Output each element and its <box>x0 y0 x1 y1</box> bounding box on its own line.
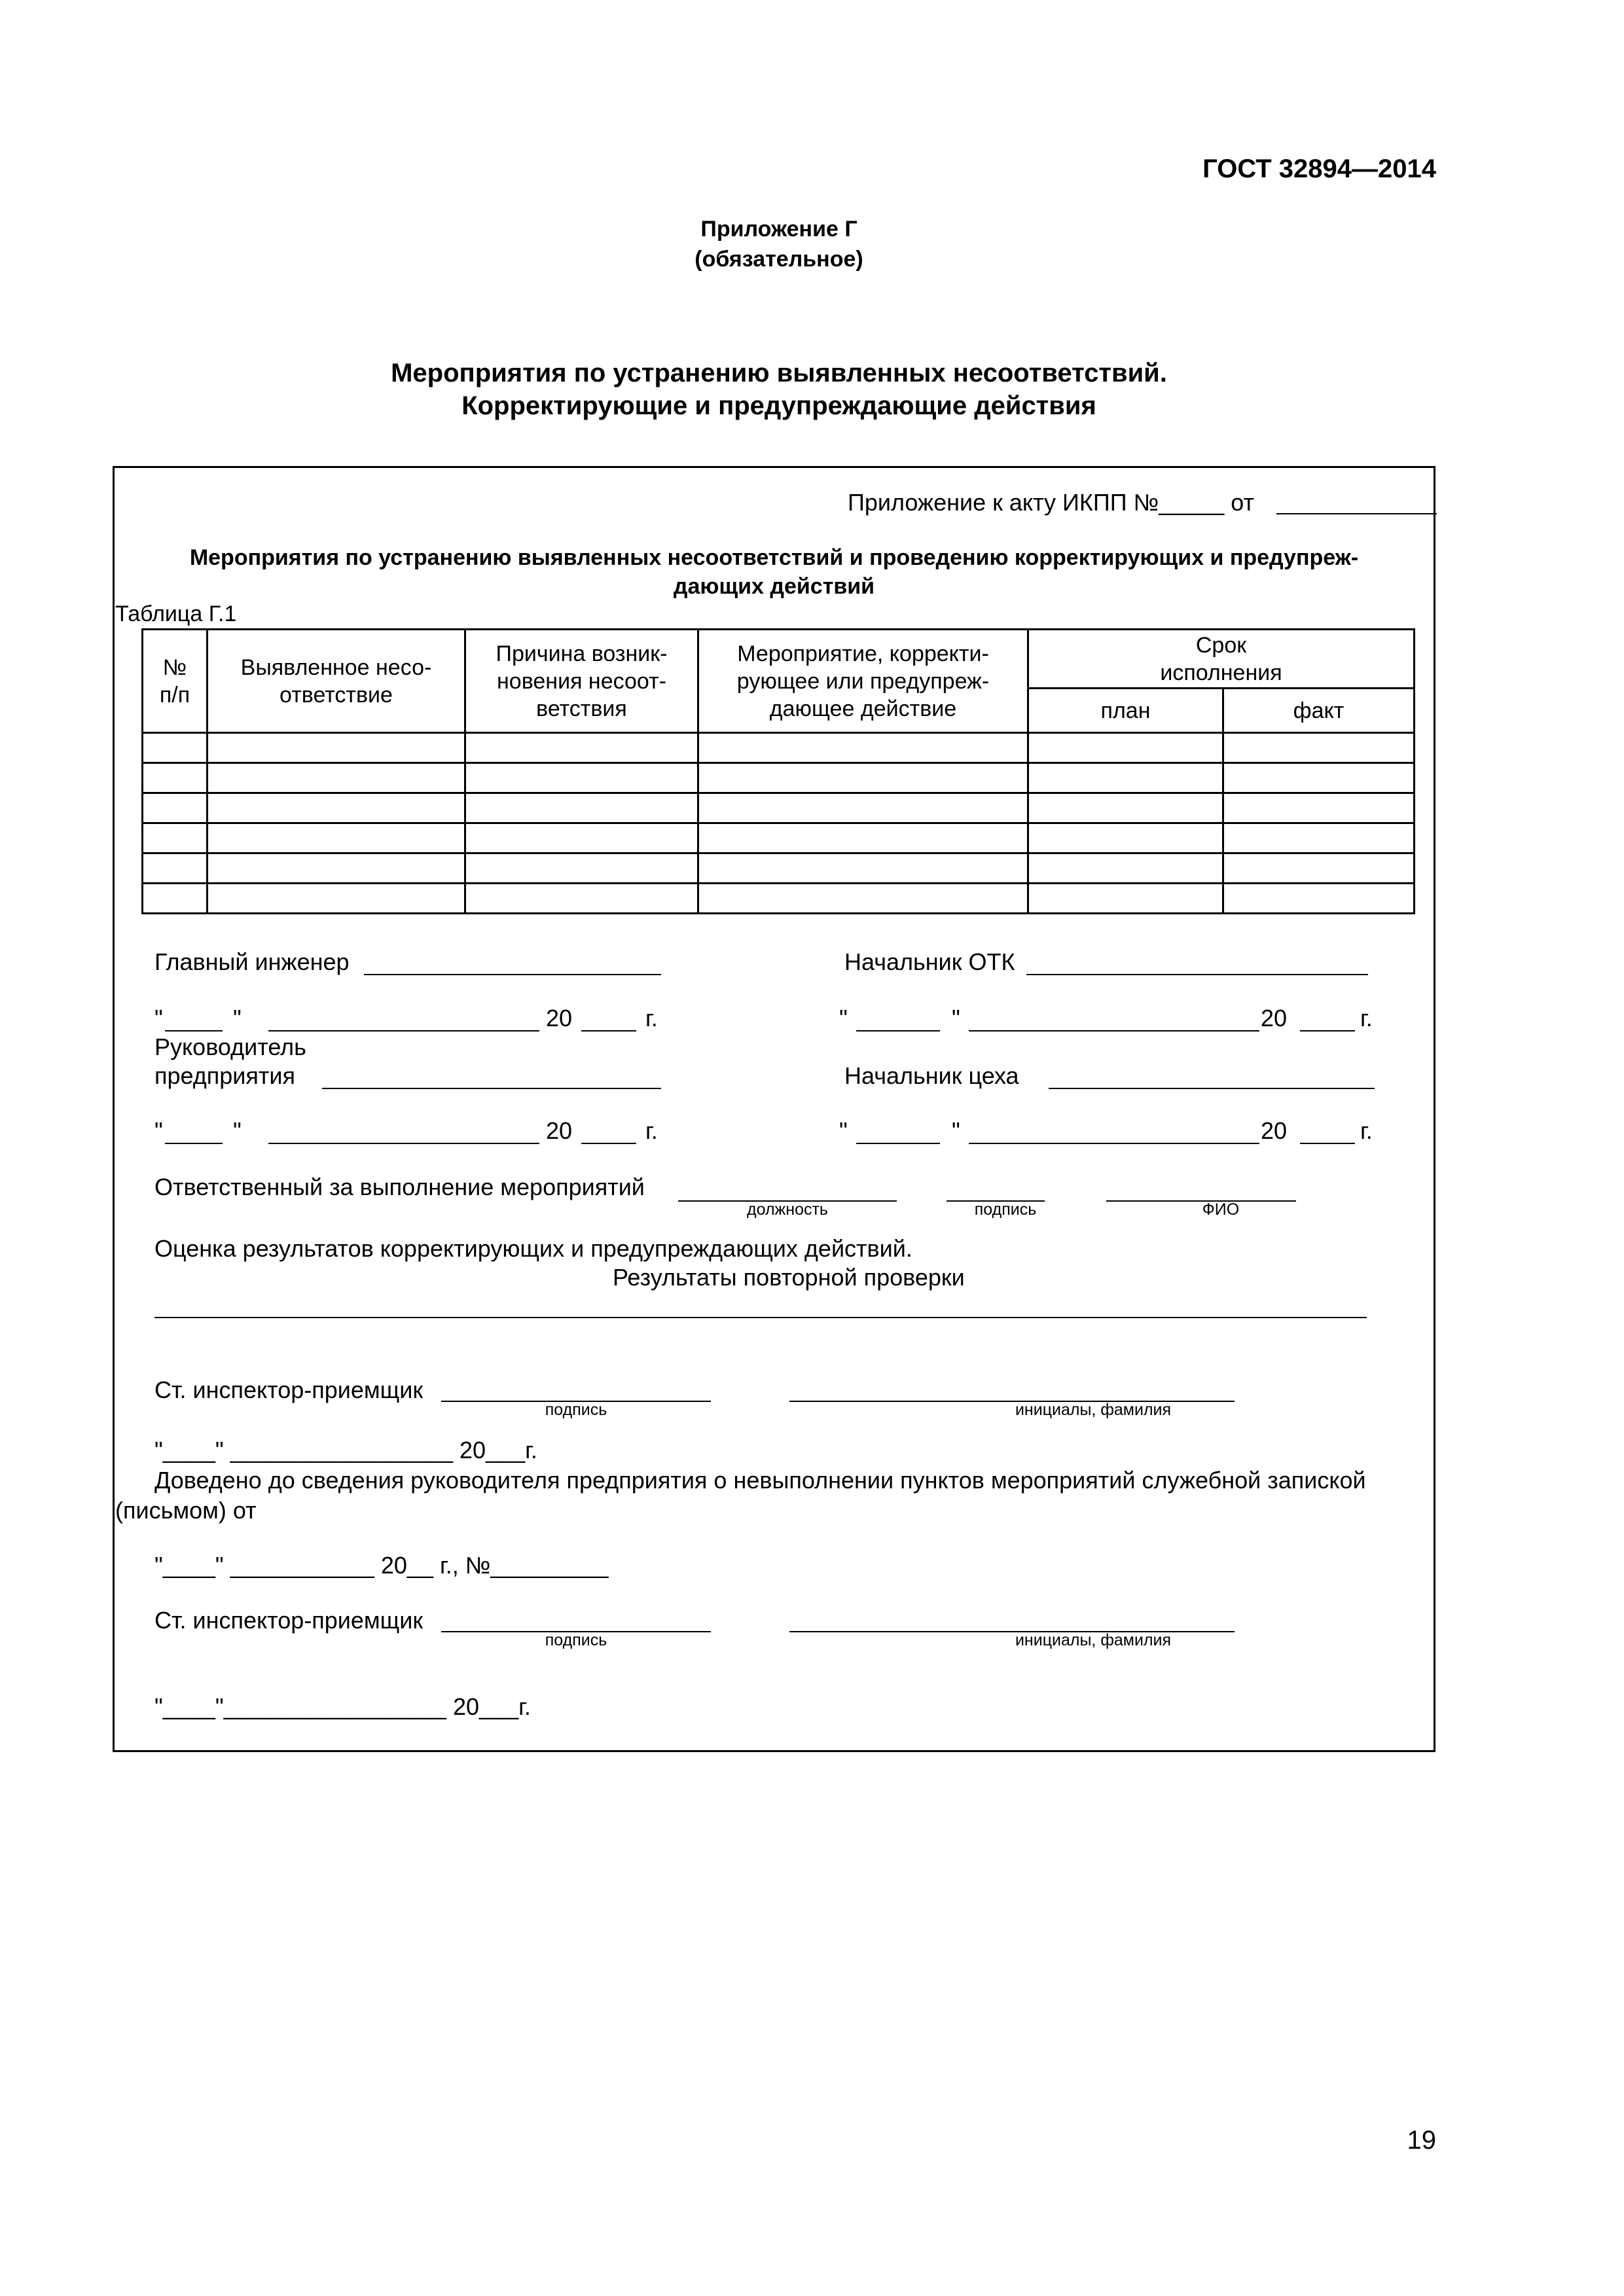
cell[interactable] <box>698 793 1028 823</box>
quote-open: " <box>154 1005 163 1031</box>
manager-label-line-2: предприятия <box>154 1062 295 1089</box>
cell[interactable] <box>143 823 208 853</box>
cell[interactable] <box>465 793 698 823</box>
quote-close: " <box>952 1005 960 1031</box>
notice-date[interactable]: "____" ___________ 20__ г., №_________ <box>154 1552 609 1579</box>
header-plan: план <box>1028 689 1223 733</box>
header-action: Мероприятие, корректи-рующее или предупреж-дающее действие <box>698 630 1028 733</box>
month-line[interactable] <box>268 1030 539 1031</box>
inspector-date[interactable]: "____" _________________ 20___г. <box>154 1437 537 1463</box>
heading-line-1: Мероприятия по устранению выявленных несоответствий. <box>391 359 1167 387</box>
day-line[interactable] <box>856 1030 940 1031</box>
notice-line-1: Доведено до сведения руководителя предприятия о невыполнении пунктов мероприятий служебной запиской <box>154 1467 1366 1494</box>
cell[interactable] <box>143 884 208 914</box>
table-row <box>143 884 1415 914</box>
cell[interactable] <box>143 853 208 884</box>
table-label: Таблица Г.1 <box>115 601 237 626</box>
heading-line-2: Корректирующие и предупреждающие действия <box>461 391 1096 420</box>
quote-open: " <box>154 1117 163 1144</box>
appendix-status: (обязательное) <box>695 247 863 272</box>
quote-close: " <box>233 1005 242 1031</box>
shop-head-signature-line[interactable] <box>1049 1088 1375 1089</box>
year-line[interactable] <box>581 1030 636 1031</box>
act-date-line[interactable] <box>1276 513 1437 514</box>
act-reference: Приложение к акту ИКПП №_____ от <box>848 489 1255 516</box>
otk-head-label: Начальник ОТК <box>844 948 1015 975</box>
cell[interactable] <box>1223 763 1415 793</box>
year-suffix: г. <box>645 1005 658 1031</box>
year-suffix: г. <box>1360 1005 1373 1031</box>
shop-head-label: Начальник цеха <box>844 1062 1019 1089</box>
cell[interactable] <box>208 763 465 793</box>
cell[interactable] <box>1028 853 1223 884</box>
table-row <box>143 853 1415 884</box>
recheck-results-line[interactable] <box>154 1317 1367 1318</box>
year-prefix: 20 <box>546 1117 573 1144</box>
chief-engineer-label: Главный инженер <box>154 948 350 975</box>
cell[interactable] <box>208 793 465 823</box>
cell[interactable] <box>1028 733 1223 763</box>
name-caption: ФИО <box>1202 1200 1240 1219</box>
cell[interactable] <box>465 763 698 793</box>
month-line[interactable] <box>969 1030 1259 1031</box>
cell[interactable] <box>698 763 1028 793</box>
recheck-text: Результаты повторной проверки <box>613 1264 965 1291</box>
document-code: ГОСТ 32894—2014 <box>1202 154 1436 183</box>
cell[interactable] <box>465 884 698 914</box>
cell[interactable] <box>465 733 698 763</box>
cell[interactable] <box>1223 884 1415 914</box>
inspector-name-caption: инициалы, фамилия <box>1015 1401 1172 1419</box>
cell[interactable] <box>698 884 1028 914</box>
cell[interactable] <box>1028 884 1223 914</box>
cell[interactable] <box>1223 733 1415 763</box>
inspector-signature-caption: подпись <box>545 1401 607 1419</box>
manager-label-line-1: Руководитель <box>154 1033 306 1060</box>
inspector-label: Ст. инспектор-приемщик <box>154 1376 424 1403</box>
header-cause: Причина возник-новения несоот-ветствия <box>465 630 698 733</box>
year-line[interactable] <box>1300 1143 1355 1144</box>
cell[interactable] <box>465 853 698 884</box>
form-title-line-2: дающих действий <box>673 574 875 599</box>
month-line[interactable] <box>268 1143 539 1144</box>
otk-head-signature-line[interactable] <box>1026 974 1368 975</box>
table-row <box>143 733 1415 763</box>
cell[interactable] <box>1223 823 1415 853</box>
quote-open: " <box>839 1117 848 1144</box>
table-row <box>143 823 1415 853</box>
year-suffix: г. <box>645 1117 658 1144</box>
cell[interactable] <box>1028 823 1223 853</box>
cell[interactable] <box>208 884 465 914</box>
year-suffix: г. <box>1360 1117 1373 1144</box>
inspector-date-2[interactable]: "____"_________________ 20___г. <box>154 1693 531 1720</box>
year-prefix: 20 <box>546 1005 573 1031</box>
header-issue: Выявленное несо-ответствие <box>208 630 465 733</box>
cell[interactable] <box>143 733 208 763</box>
year-line[interactable] <box>1300 1030 1355 1031</box>
position-caption: должность <box>747 1200 828 1219</box>
cell[interactable] <box>698 853 1028 884</box>
cell[interactable] <box>208 823 465 853</box>
responsible-label: Ответственный за выполнение мероприятий <box>154 1174 645 1200</box>
cell[interactable] <box>1223 853 1415 884</box>
year-prefix: 20 <box>1261 1005 1288 1031</box>
manager-signature-line[interactable] <box>322 1088 661 1089</box>
cell[interactable] <box>1223 793 1415 823</box>
header-num: № п/п <box>143 630 208 733</box>
cell[interactable] <box>143 793 208 823</box>
header-deadline: Срок исполнения <box>1028 630 1415 689</box>
cell[interactable] <box>465 823 698 853</box>
appendix-title: Приложение Г <box>700 217 857 242</box>
cell[interactable] <box>698 733 1028 763</box>
month-line[interactable] <box>969 1143 1259 1144</box>
form-title-line-1: Мероприятия по устранению выявленных несоответствий и проведению корректирующих и предупреж- <box>189 545 1359 570</box>
table-row <box>143 763 1415 793</box>
header-fact: факт <box>1223 689 1415 733</box>
inspector-signature-caption-2: подпись <box>545 1631 607 1649</box>
notice-line-2: (письмом) от <box>115 1497 257 1524</box>
evaluation-text: Оценка результатов корректирующих и предупреждающих действий. <box>154 1235 912 1262</box>
day-line[interactable] <box>856 1143 940 1144</box>
measures-table <box>141 628 1415 914</box>
cell[interactable] <box>698 823 1028 853</box>
inspector-label-2: Ст. инспектор-приемщик <box>154 1607 424 1634</box>
year-prefix: 20 <box>1261 1117 1288 1144</box>
cell[interactable] <box>1028 763 1223 793</box>
page-number: 19 <box>1407 2126 1436 2155</box>
signature-caption: подпись <box>974 1200 1037 1219</box>
day-line[interactable] <box>165 1143 223 1144</box>
inspector-name-caption-2: инициалы, фамилия <box>1015 1631 1172 1649</box>
year-line[interactable] <box>581 1143 636 1144</box>
cell[interactable] <box>143 763 208 793</box>
quote-close: " <box>233 1117 242 1144</box>
quote-open: " <box>839 1005 848 1031</box>
chief-engineer-signature-line[interactable] <box>364 974 661 975</box>
table-row <box>143 793 1415 823</box>
cell[interactable] <box>1028 793 1223 823</box>
cell[interactable] <box>208 853 465 884</box>
cell[interactable] <box>208 733 465 763</box>
quote-close: " <box>952 1117 960 1144</box>
